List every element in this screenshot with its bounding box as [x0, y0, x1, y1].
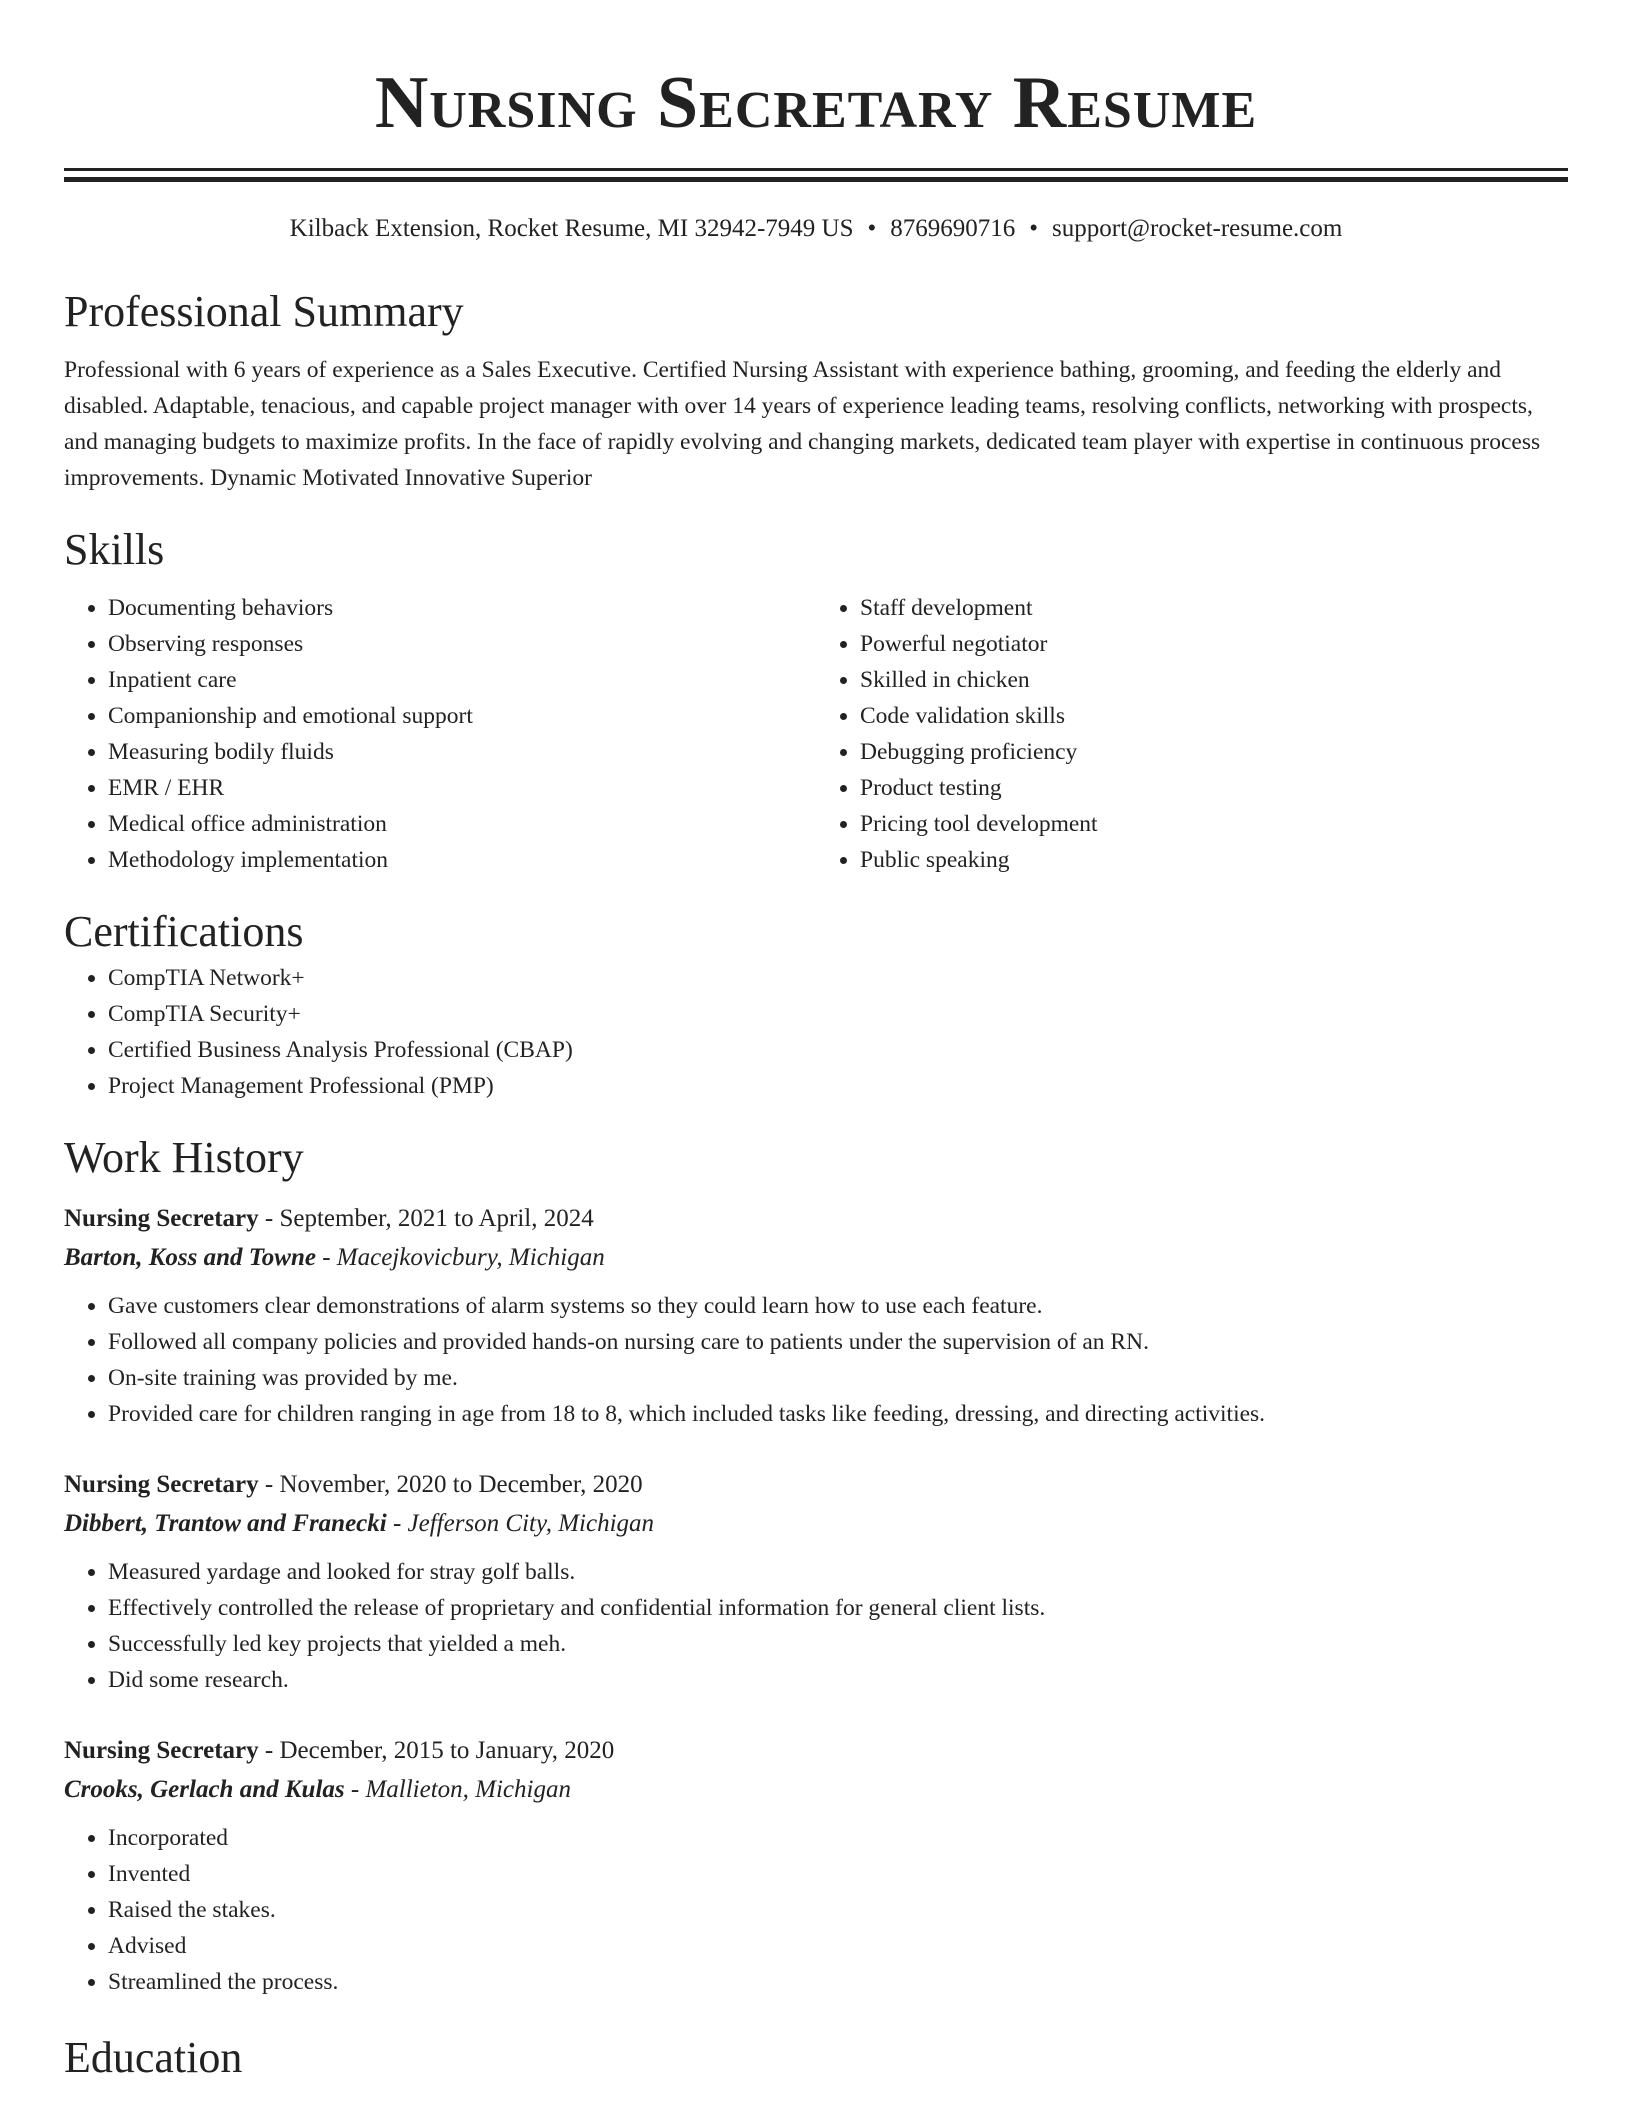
- skill-item: • Public speaking: [860, 842, 1568, 878]
- certifications-heading: Certifications: [64, 907, 304, 956]
- job-bullet: • On-site training was provided by me.: [108, 1360, 1568, 1396]
- skill-item: • Companionship and emotional support: [108, 698, 816, 734]
- skill-item: • Debugging proficiency: [860, 734, 1568, 770]
- summary-heading: Professional Summary: [64, 287, 464, 336]
- job-company-line: [64, 1770, 1568, 1810]
- resume-title: Nursing Secretary Resume: [374, 62, 1258, 144]
- skill-item: • Measuring bodily fluids: [108, 734, 816, 770]
- skill-item: • Product testing: [860, 770, 1568, 806]
- skill-item: • Powerful negotiator: [860, 626, 1568, 662]
- work-history-heading: Work History: [64, 1133, 304, 1182]
- skill-item: • Inpatient care: [108, 662, 816, 698]
- job-title: Nursing Secretary: [64, 1737, 259, 1764]
- job-bullet: • Followed all company policies and provided hands-on nursing care to patients under the supervision of an RN.: [108, 1324, 1568, 1360]
- job-bullet: • Gave customers clear demonstrations of alarm systems so they could learn how to use each feature.: [108, 1288, 1568, 1324]
- job-bullet: • Raised the stakes.: [108, 1892, 1568, 1928]
- job-bullet: • Did some research.: [108, 1662, 1568, 1698]
- job-bullet: • Provided care for children ranging in age from 18 to 8, which included tasks like feeding, dressing, and directing activities.: [108, 1396, 1568, 1432]
- job-location: - Macejkovicbury, Michigan: [315, 1244, 605, 1271]
- certification-item: • CompTIA Network+: [108, 960, 1568, 996]
- skills-columns: [64, 590, 1568, 878]
- skill-item: • EMR / EHR: [108, 770, 816, 806]
- job-entry: [64, 1466, 1568, 1698]
- skill-item: • Pricing tool development: [860, 806, 1568, 842]
- job-company: Dibbert, Trantow and Franecki: [64, 1510, 387, 1537]
- job-bullet: • Streamlined the process.: [108, 1964, 1568, 2000]
- job-bullet: • Invented: [108, 1856, 1568, 1892]
- title-divider-thick: [64, 177, 1568, 182]
- job-bullet: • Successfully led key projects that yielded a meh.: [108, 1626, 1568, 1662]
- job-bullet: • Measured yardage and looked for stray golf balls.: [108, 1554, 1568, 1590]
- skills-heading: Skills: [64, 525, 165, 574]
- certification-item: • Project Management Professional (PMP): [108, 1068, 1568, 1104]
- contact-email: support@rocket-resume.com: [1052, 215, 1343, 242]
- title-divider-thin: [64, 168, 1568, 171]
- certifications-list: [64, 960, 1568, 1104]
- skill-item: • Observing responses: [108, 626, 816, 662]
- job-title-line: [64, 1732, 1568, 1770]
- job-location: - Jefferson City, Michigan: [386, 1510, 655, 1537]
- contact-separator: •: [867, 215, 877, 242]
- job-title-line: [64, 1466, 1568, 1504]
- job-dates: - September, 2021 to April, 2024: [258, 1205, 594, 1232]
- certification-item: • CompTIA Security+: [108, 996, 1568, 1032]
- resume-page: [64, 0, 1568, 2086]
- job-company-line: [64, 1504, 1568, 1544]
- job-company: Barton, Koss and Towne: [64, 1244, 316, 1271]
- job-dates: - December, 2015 to January, 2020: [258, 1737, 615, 1764]
- job-title: Nursing Secretary: [64, 1205, 259, 1232]
- job-title: Nursing Secretary: [64, 1471, 259, 1498]
- summary-text: Professional with 6 years of experience as a Sales Executive. Certified Nursing Assistant with experience bathing, grooming, and feeding the elderly and disabled. Adaptable, tenacious, and capable project manager with over 14 years of experience leading teams, resolving conflicts, networking with prospects, and managing budgets to maximize profits. In the face of rapidly evolving and changing markets, dedicated team player with expertise in continuous process improvements. Dynamic Motivated Innovative Superior: [64, 357, 1541, 491]
- skill-item: • Methodology implementation: [108, 842, 816, 878]
- job-company-line: [64, 1238, 1568, 1278]
- job-entry: [64, 1200, 1568, 1432]
- contact-separator: •: [1029, 215, 1039, 242]
- education-heading: Education: [64, 2033, 243, 2082]
- skill-item: • Code validation skills: [860, 698, 1568, 734]
- job-bullets: [64, 1554, 1568, 1698]
- skill-item: • Documenting behaviors: [108, 590, 816, 626]
- job-location: - Mallieton, Michigan: [344, 1776, 571, 1803]
- job-bullet: • Advised: [108, 1928, 1568, 1964]
- job-title-line: [64, 1200, 1568, 1238]
- skills-list-right: [816, 590, 1568, 878]
- skill-item: • Staff development: [860, 590, 1568, 626]
- job-bullets: [64, 1288, 1568, 1432]
- job-dates: - November, 2020 to December, 2020: [258, 1471, 643, 1498]
- job-bullet: • Effectively controlled the release of proprietary and confidential information for general client lists.: [108, 1590, 1568, 1626]
- job-company: Crooks, Gerlach and Kulas: [64, 1776, 345, 1803]
- skill-item: • Medical office administration: [108, 806, 816, 842]
- skills-list-left: [64, 590, 816, 878]
- certification-item: • Certified Business Analysis Professional (CBAP): [108, 1032, 1568, 1068]
- contact-phone: 8769690716: [890, 215, 1016, 242]
- job-entry: [64, 1732, 1568, 2000]
- skill-item: • Skilled in chicken: [860, 662, 1568, 698]
- job-bullet: • Incorporated: [108, 1820, 1568, 1856]
- contact-address: Kilback Extension, Rocket Resume, MI 32942-7949 US: [289, 215, 854, 242]
- job-bullets: [64, 1820, 1568, 2000]
- contact-line: [64, 212, 1568, 246]
